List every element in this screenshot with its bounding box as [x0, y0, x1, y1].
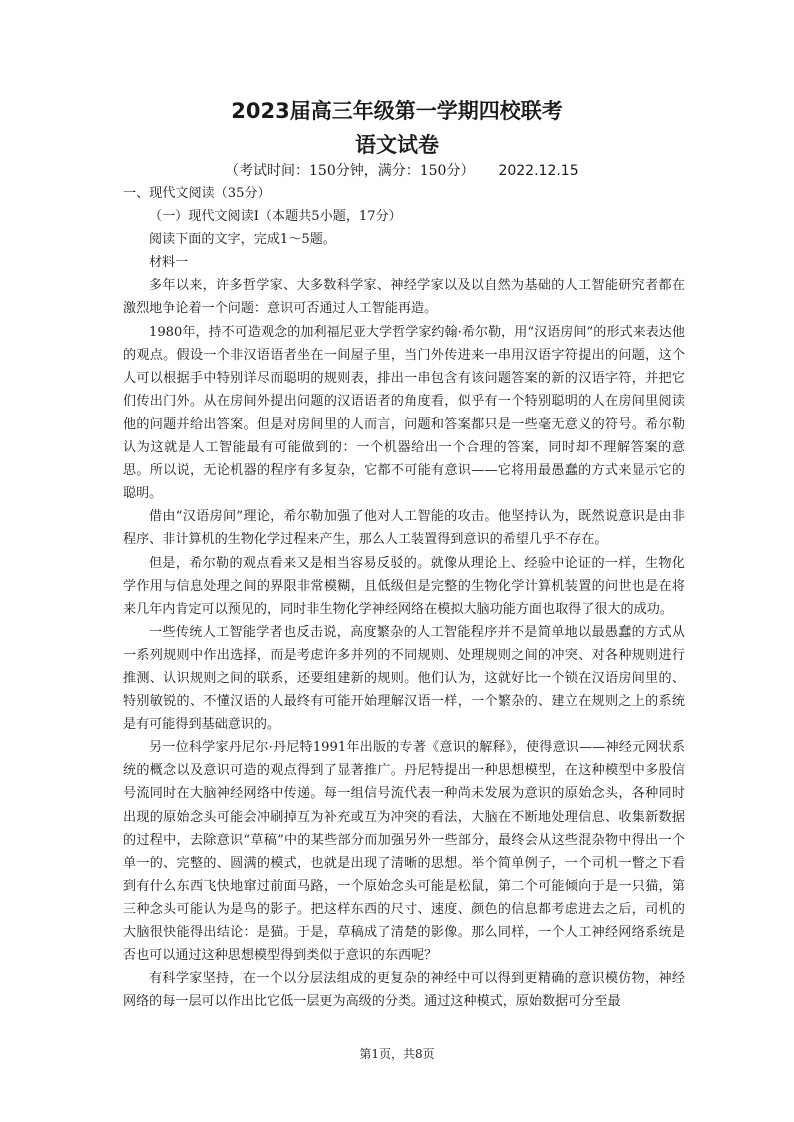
exam-info-line	[225, 161, 579, 181]
material-label: 材料一	[149, 255, 189, 271]
part-heading: （一）现代文阅读Ⅰ（本题共5小题，17分）	[149, 209, 402, 225]
paragraph: 借由“汉语房间”理论，希尔勒加强了他对人工智能的攻击。他坚持认为，既然说意识是由非程序、非计算机的生物化学过程来产生，那么人工装置得到意识的希望几乎不存在。	[123, 509, 685, 548]
page-number: 第1页，共8页	[359, 1047, 435, 1061]
paragraph: 一些传统人工智能学者也反击说，高度繁杂的人工智能程序并不是简单地以最愚蠢的方式从一系列规则中作出选择，而是考虑许多并列的不同规则、处理规则之间的冲突、对各种规则进行推测、认识规则之间的联系，还要组建新的规则。他们认为，这就好比一个锁在汉语房间里的、特别敏锐的、不懂汉语的人最终有可能开始理解汉语一样，一个繁杂的、建立在规则之上的系统是有可能得到基础意识的。	[123, 624, 685, 733]
reading-content	[123, 182, 685, 1013]
paragraph: 但是，希尔勒的观点看来又是相当容易反驳的。就像从理论上、经验中论证的一样，生物化学作用与信息处理之间的界限非常模糊，且低级但是完整的生物化学计算机装置的问世也是在将来几年内肯定可以预见的，同时非生物化学神经网络在模拟大脑功能方面也取得了很大的成功。	[123, 555, 685, 617]
exam-title: 2023届高三年级第一学期四校联考	[231, 99, 563, 123]
exam-time-score: （考试时间：150分钟，满分：150分）	[225, 163, 475, 179]
paragraph: 多年以来，许多哲学家、大多数科学家、神经学家以及以自然为基础的人工智能研究者都在激烈地争论着一个问题：意识可否通过人工智能再造。	[123, 278, 685, 317]
paragraph: 有科学家坚持，在一个以分层法组成的更复杂的神经中可以得到更精确的意识模仿物，神经网络的每一层可以作出比它低一层更为高级的分类。通过这种模式，原始数据可分至最	[123, 971, 685, 1010]
reading-instruction: 阅读下面的文字，完成1～5题。	[149, 232, 336, 248]
paragraph: 另一位科学家丹尼尔·丹尼特1991年出版的专著《意识的解释》，使得意识——神经元网状系统的概念以及意识可造的观点得到了显著推广。丹尼特提出一种思想模型，在这种模型中多股信号流同时在大脑神经网络中传递。每一组信号流代表一种尚未发展为意识的原始念头，各种同时出现的原始念头可能会冲刷掉互为补充或互为冲突的看法，大脑在不断地处理信息、收集新数据的过程中，去除意识“草稿”中的某些部分而加强另外一些部分，最终会从这些混杂物中得出一个单一的、完整的、圆满的模式，也就是出现了清晰的思想。举个简单例子，一个司机一瞥之下看到有什么东西飞快地窜过前面马路，一个原始念头可能是松鼠，第二个可能倾向于是一只猫，第三种念头可能认为是鸟的影子。把这样东西的尺寸、速度、颜色的信息都考虑进去之后，司机的大脑很快能得出结论：是猫。于是，草稿成了清楚的影像。那么同样，一个人工神经网络系统是否也可以通过这种思想模型得到类似于意识的东西呢？	[123, 740, 685, 964]
section-heading: 一、现代文阅读（35分）	[123, 186, 271, 201]
exam-date: 2022.12.15	[498, 163, 579, 179]
exam-subject-title: 语文试卷	[355, 133, 439, 157]
paragraph: 1980年，持不可造观念的加利福尼亚大学哲学家约翰·希尔勒，用“汉语房间”的形式来表达他的观点。假设一个非汉语语者坐在一间屋子里，当门外传进来一串用汉语字符提出的问题，这个人可以根据手中特别详尽而聪明的规则表，排出一串包含有该问题答案的新的汉语字符，并把它们传出门外。从在房间外提出问题的汉语语者的角度看，似乎有一个特别聪明的人在房间里阅读他的问题并给出答案。但是对房间里的人而言，问题和答案都只是一些毫无意义的符号。希尔勒认为这就是人工智能最有可能做到的：一个机器给出一个合理的答案，同时却不理解答案的意思。所以说，无论机器的程序有多复杂，它都不可能有意识——它将用最愚蠢的方式来显示它的聪明。	[123, 324, 685, 502]
